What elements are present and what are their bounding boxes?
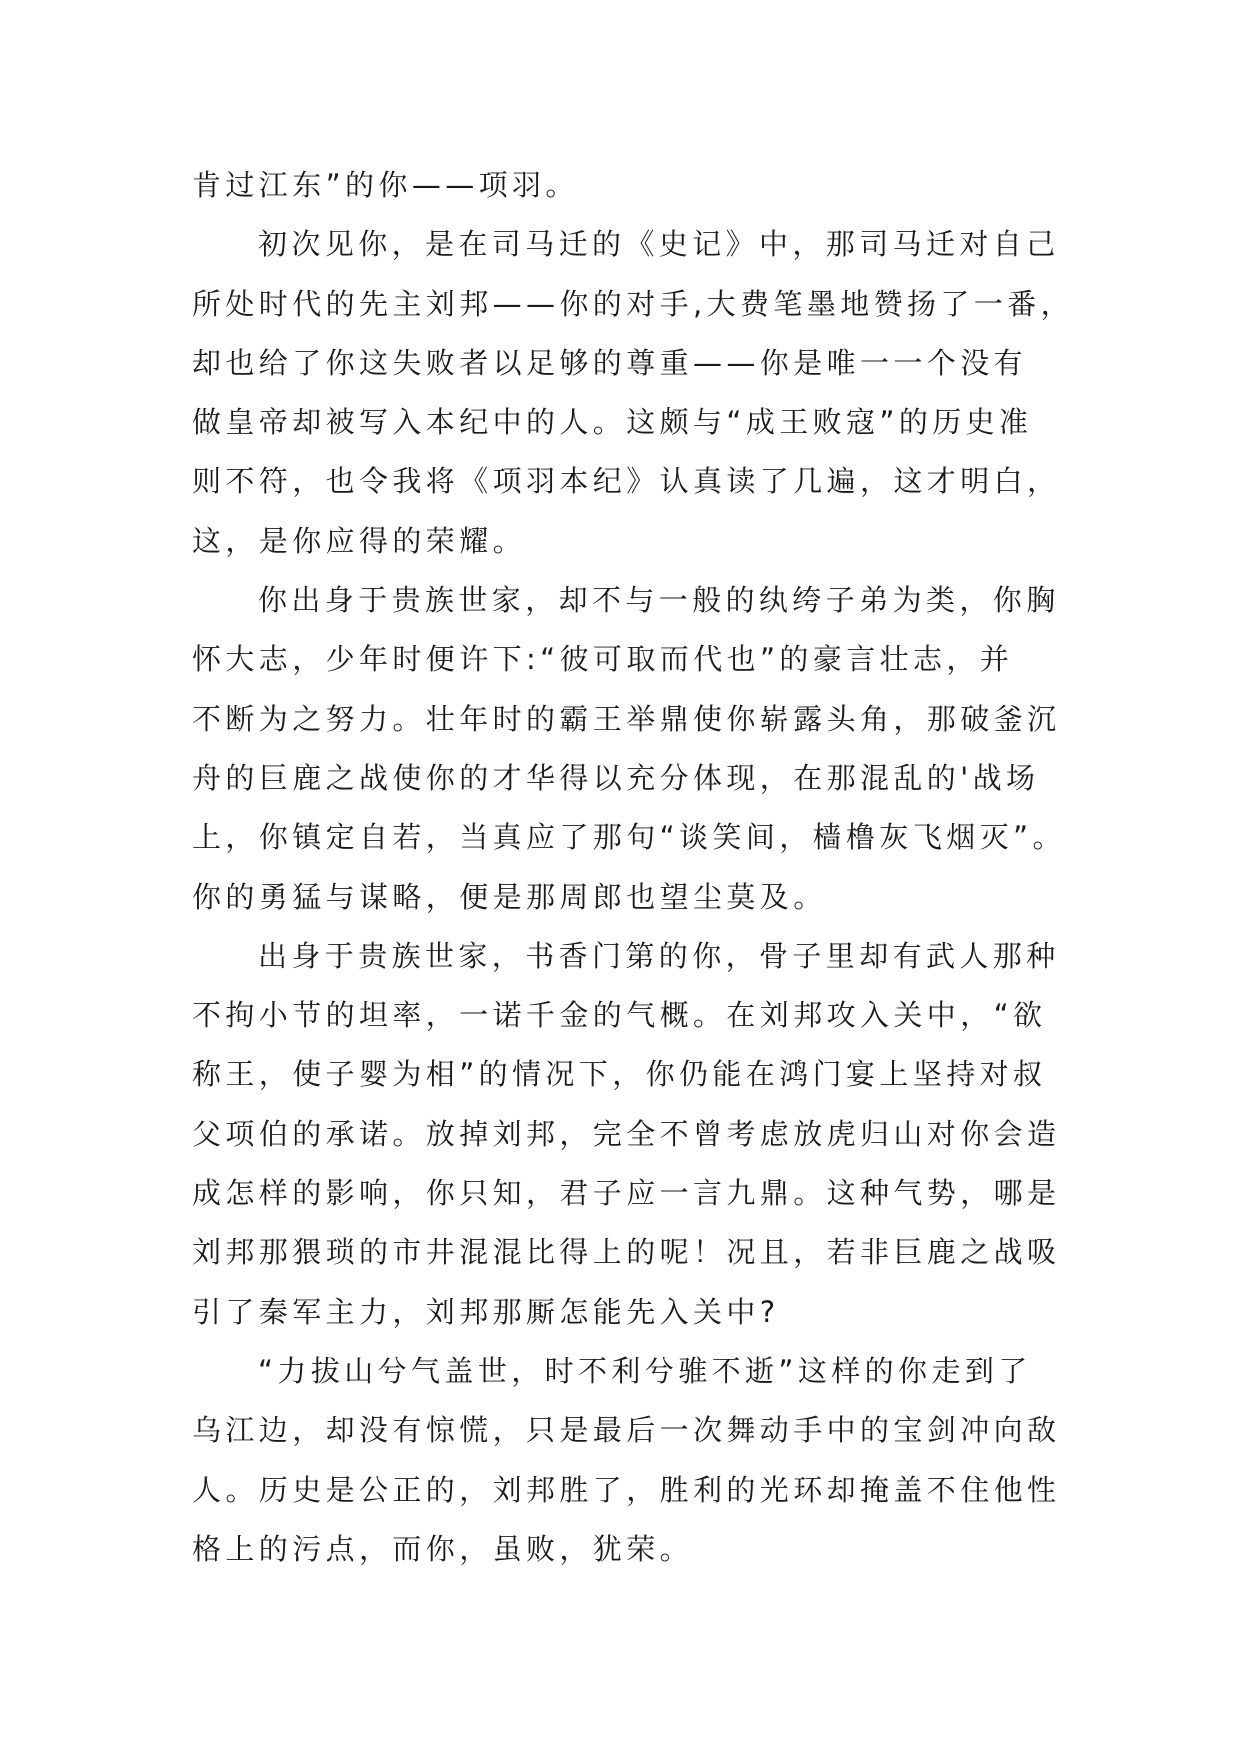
text-line: 上，你镇定自若，当真应了那句“谈笑间，樯橹灰飞烟灭”。 [192, 820, 1066, 855]
text-line: 格上的污点，而你，虽败，犹荣。 [192, 1531, 694, 1566]
text-line: 所处时代的先主刘邦——你的对手,大费笔墨地赞扬了一番， [192, 286, 1075, 321]
text-line: 则不符，也令我将《项羽本纪》认真读了几遍，这才明白， [192, 464, 1061, 499]
text-line: 你的勇猛与谋略，便是那周郎也望尘莫及。 [192, 879, 827, 914]
paragraph-start-line: “力拔山兮气盖世，时不利兮骓不逝”这样的你走到了 [258, 1353, 1032, 1388]
text-line: 做皇帝却被写入本纪中的人。这颇与“成王败寇”的历史准 [192, 405, 1033, 440]
text-line: 成怎样的影响，你只知，君子应一言九鼎。这种气势，哪是 [192, 1176, 1061, 1211]
text-line: 乌江边，却没有惊慌，只是最后一次舞动手中的宝剑冲向敌 [192, 1413, 1061, 1448]
text-line: 人。历史是公正的，刘邦胜了，胜利的光环却掩盖不住他性 [192, 1472, 1061, 1507]
text-line: 不断为之努力。壮年时的霸王举鼎使你崭露头角，那破釜沉 [192, 701, 1061, 736]
text-line: 这，是你应得的荣耀。 [192, 523, 527, 558]
text-line: 父项伯的承诺。放掉刘邦，完全不曾考虑放虎归山对你会造 [192, 1116, 1061, 1151]
text-line: 不拘小节的坦率，一诺千金的气概。在刘邦攻入关中，“欲 [192, 998, 1047, 1033]
paragraph-start-line: 初次见你，是在司马迁的《史记》中，那司马迁对自己 [258, 227, 1060, 262]
text-line: 称王，使子婴为相”的情况下，你仍能在鸿门宴上坚持对叔 [192, 1057, 1047, 1092]
text-line: 怀大志，少年时便许下:“彼可取而代也”的豪言壮志，并 [192, 642, 1014, 677]
text-line: 引了秦军主力，刘邦那厮怎能先入关中? [192, 1294, 780, 1329]
text-line: 舟的巨鹿之战使你的才华得以充分体现，在那混乱的'战场 [192, 760, 1040, 795]
paragraph-start-line: 出身于贵族世家，书香门第的你，骨子里却有武人那种 [258, 938, 1060, 973]
text-line: 肯过江东”的你——项羽。 [192, 168, 579, 202]
paragraph-start-line: 你出身于贵族世家，却不与一般的纨绔子弟为类，你胸 [258, 583, 1060, 618]
text-line: 却也给了你这失败者以足够的尊重——你是唯一一个没有 [192, 345, 1028, 380]
text-line: 刘邦那猥琐的市井混混比得上的呢！况且，若非巨鹿之战吸 [192, 1235, 1061, 1270]
essay-body [192, 156, 1092, 1579]
